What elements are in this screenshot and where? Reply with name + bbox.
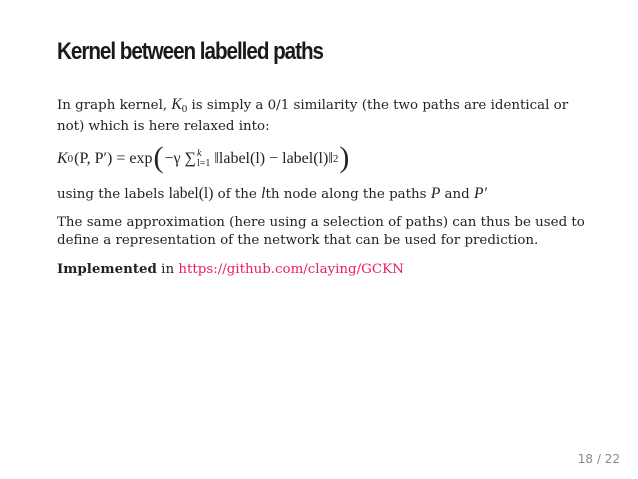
intro-text-end: is simply a 0/1 similarity (the two paths are identical or not) which is here relaxed into: <box>57 98 569 134</box>
kernel-formula <box>57 141 587 174</box>
slide-title: Kernel between labelled paths <box>57 38 324 65</box>
intro-paragraph <box>57 96 587 136</box>
formula-k: K <box>57 150 68 167</box>
approximation-paragraph: The same approximation (here using a selection of paths) can thus be used to define a representation of the network that can be used for prediction. <box>57 215 585 248</box>
page-number: 18 / 22 <box>577 452 620 466</box>
sum-symbol: ∑ <box>184 150 196 167</box>
sum-lower-limit: l=1 <box>196 158 211 169</box>
formula-lhs-args: (P, P′) = exp <box>74 150 153 167</box>
k0-symbol <box>171 96 187 113</box>
formula-open-paren: ( <box>153 141 164 174</box>
p-prime-variable: P′ <box>474 185 487 202</box>
labels-text-and: and <box>444 187 470 202</box>
formula-neg-gamma: −γ <box>164 150 181 167</box>
l-variable: l <box>261 185 266 202</box>
labels-text-c: th node along the paths <box>265 187 427 202</box>
label-l-math: label(l) <box>168 185 214 202</box>
formula-k-subscript: 0 <box>67 153 74 165</box>
implemented-paragraph <box>57 260 587 279</box>
intro-text-start: In graph kernel, <box>57 98 168 113</box>
sum-limits <box>197 149 210 169</box>
labels-text-a: using the labels <box>57 187 165 202</box>
formula-sum <box>185 149 211 169</box>
formula-exponent: 2 <box>332 153 339 165</box>
sum-upper-limit: k <box>196 148 202 159</box>
p-variable: P <box>430 185 441 202</box>
labels-text-b: of the <box>217 187 257 202</box>
formula-close-paren: ) <box>339 141 350 174</box>
k-var: K <box>171 96 182 113</box>
implemented-label: Implemented <box>57 261 157 277</box>
labels-paragraph <box>57 185 587 204</box>
formula-body: ‖label(l) − label(l)‖ <box>214 150 333 167</box>
gckn-github-link[interactable]: https://github.com/claying/GCKN <box>178 262 404 277</box>
implemented-in: in <box>161 262 175 277</box>
k-subscript: 0 <box>181 103 188 115</box>
slide-content <box>57 96 587 279</box>
